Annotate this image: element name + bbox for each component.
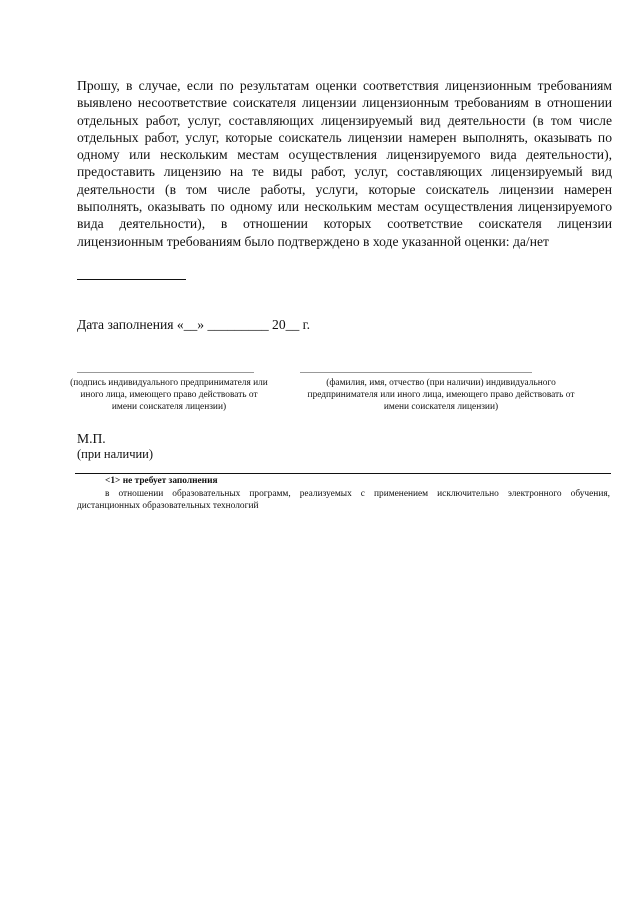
footnote-divider <box>75 473 611 474</box>
fill-date-line: Дата заполнения «__» _________ 20__ г. <box>77 317 311 332</box>
full-name-caption: (фамилия, имя, отчество (при наличии) индивидуального предпринимателя или иного лица, имеющего право действовать от имени соискателя лицензии) <box>307 378 575 412</box>
footnote-text: в отношении образовательных программ, реализуемых с применением исключительно электронного обучения, дистанционных образовательных технологий <box>77 489 610 511</box>
full-name-line <box>300 372 532 373</box>
main-paragraph: Прошу, в случае, если по результатам оценки соответствия лицензионным требованиям выявлено несоответствие соискателя лицензии лицензионным требованиям в отношении отдельных работ, услуг, составляющих лицензируемый вид деятельности (в том числе отдельных работ, услуг, которые соискатель лицензии намерен выполнять, оказывать по одному или нескольким местам осуществления лицензируемого вида деятельности), предоставить лицензию на те виды работ, услуг, составляющих лицензируемый вид деятельности (в том числе работы, услуги, которые соискатель лицензии намерен выполнять, оказывать по одному или нескольким местам осуществления лицензируемого вида деятельности), в отношении которых соответствие соискателя лицензии лицензионным требованиям было подтверждено в ходе указанной оценки: да/нет <box>77 78 612 249</box>
stamp-label: М.П. <box>77 431 106 446</box>
footnote-title: <1> не требует заполнения <box>105 476 218 486</box>
signature-line <box>77 372 254 373</box>
signature-caption: (подпись индивидуального предпринимателя или иного лица, имеющего право действовать от имени соискателя лицензии) <box>70 378 268 412</box>
stamp-note: (при наличии) <box>77 447 154 461</box>
answer-blank-line <box>77 279 186 280</box>
